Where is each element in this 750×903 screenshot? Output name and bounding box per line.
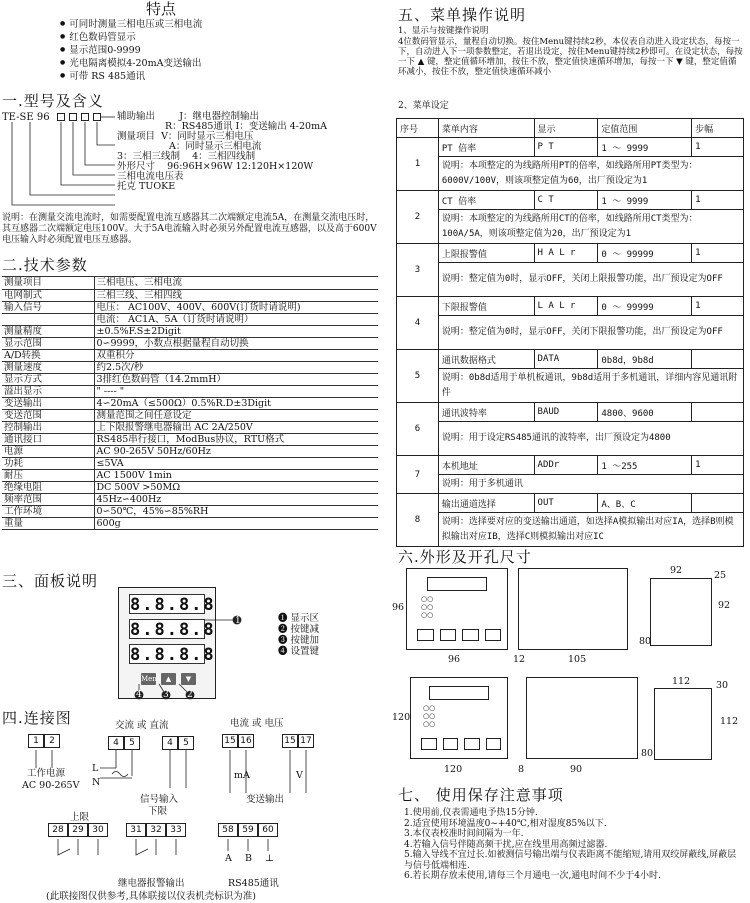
menu-row — [397, 456, 744, 475]
terminal: 59 — [238, 823, 258, 837]
wiring-title: 四.连接图 — [2, 709, 72, 727]
menu-cell-disp: L A L r — [534, 297, 598, 316]
lower-label: 下限 — [148, 806, 168, 817]
spec-row — [2, 277, 378, 289]
model-line-opts: 96:96H×96W 12:120H×120W — [167, 161, 314, 172]
model-line-label: 辅助输出 — [117, 111, 156, 122]
menu-row-no: 4 — [397, 297, 439, 350]
spec-value: 测量范围之间任意设定 — [94, 409, 378, 421]
spec-value: " ---- " — [94, 385, 378, 397]
terminal: 28 — [48, 823, 68, 837]
spec-row — [2, 325, 378, 337]
front-keys — [421, 738, 501, 750]
dim-96-h: 96 — [392, 602, 405, 613]
menu-cell-step: 1 — [692, 191, 744, 210]
feature-item: ● 可同时测量三相电压或三相电流 — [60, 18, 202, 31]
menu-note-row — [397, 513, 744, 547]
feature-item: ● 光电隔离模拟4-20mA变送输出 — [60, 57, 202, 70]
menu-row — [397, 191, 744, 210]
spec-key — [2, 313, 94, 325]
menu-cell-note: 说明：整定值为0时，显示OFF，关闭上限报警功能，出厂预设定为OFF — [438, 263, 743, 297]
rs-pin-a: A — [225, 853, 232, 864]
front-display-window — [427, 577, 487, 591]
menu-s1-text: 4位数码管显示，量程自动切换。按住Menu键持续2秒，本仪表自动进入设定状态，每按一下，自动进入下一项参数整定，若退出设定，按住Menu键持续2秒即可。在设定状态，每按一下 ▲ 键，整定值循环增加，按住不放，整定值快速循环增加，每按一下 ▼ 键，整定值循环减小，按住不放，整定值快速循环减小 — [398, 37, 743, 77]
menu-cell-range: 1 ～ 9999 — [598, 138, 692, 157]
specs-table — [2, 277, 378, 530]
menu-cell-step: 1 — [692, 297, 744, 316]
display-row-3: 8.8.8.8 — [130, 645, 216, 665]
cutout-96 — [650, 578, 712, 646]
legend-set: 设置键 — [290, 646, 320, 657]
menu-s1: 1、显示与按键操作说明 — [398, 26, 489, 36]
col-header: 定值范围 — [598, 119, 692, 138]
spec-row — [2, 409, 378, 421]
rs-pin-gnd: ⊥ — [265, 853, 274, 864]
menu-s2: 2、菜单设定 — [398, 101, 449, 111]
menu-title: 五、菜单操作说明 — [398, 6, 527, 24]
callout-2: 2 — [187, 690, 193, 700]
cur-volt-label: 电流 或 电压 — [230, 718, 284, 729]
model-line-opts: V：同时显示三相电压 — [161, 131, 254, 142]
dim-80: 80 — [639, 636, 652, 647]
notice-title: 七、 使用保存注意事项 — [398, 786, 564, 804]
spec-value: 电压： AC100V、400V、600V(订货时请说明) — [94, 301, 378, 313]
transmit-label: 变送输出 — [246, 794, 285, 805]
spec-key: 耐压 — [2, 469, 94, 481]
spec-row — [2, 289, 378, 301]
front-leds: ○○ ○○ ○○ — [421, 595, 434, 619]
specs-title: 二.技术参数 — [2, 256, 88, 274]
display-row-1: 8.8.8.8 — [130, 595, 216, 615]
terminal: 60 — [258, 823, 278, 837]
spec-key: 频率范围 — [2, 493, 94, 505]
spec-value: 电流： AC1A、5A（订货时请说明） — [94, 313, 378, 325]
spec-key: 溢出显示 — [2, 385, 94, 397]
menu-cell-step: 1 — [692, 456, 744, 475]
terminal: 5 — [178, 736, 194, 750]
spec-row — [2, 397, 378, 409]
terminal: 17 — [298, 734, 314, 748]
spec-key: 测量项目 — [2, 277, 94, 289]
label-mA: mA — [234, 770, 250, 781]
terminal: 32 — [146, 823, 166, 837]
menu-cell-name: 上限报警值 — [438, 244, 534, 263]
front-keys — [417, 629, 501, 641]
spec-row — [2, 469, 378, 481]
model-line-opts: J：继电器控制输出 — [179, 111, 259, 122]
menu-note-row — [397, 475, 744, 494]
terminal: 15 — [222, 734, 238, 748]
notice-item: 1.使用前,仪表需通电予热15分钟. — [404, 808, 538, 818]
model-line-opts: R：RS485通讯 I：变送输出 4-20mA — [165, 121, 327, 132]
dim-120-w: 120 — [444, 764, 463, 775]
menu-row-no: 8 — [397, 494, 439, 547]
model-line-label: 外形尺寸 — [117, 161, 156, 172]
feature-item: ● 显示范围0-9999 — [60, 44, 202, 57]
col-header: 步幅 — [692, 119, 744, 138]
spec-row — [2, 373, 378, 385]
spec-key: 显示方式 — [2, 373, 94, 385]
rs485-terminals — [218, 823, 278, 837]
menu-row — [397, 350, 744, 369]
spec-value: 0∽9999，小数点根据量程自动切换 — [94, 337, 378, 349]
rs485-label: RS485通讯 — [228, 878, 279, 889]
dim-96-w: 96 — [448, 654, 461, 665]
menu-row-no: 5 — [397, 350, 439, 403]
menu-row — [397, 403, 744, 422]
upper-label: 上限 — [70, 812, 90, 823]
spec-row — [2, 505, 378, 517]
wiring-footnote: (此联接图仅供参考,具体联接以仪表机壳标识为准) — [46, 891, 256, 902]
spec-key: 电网制式 — [2, 289, 94, 301]
menu-cell-note: 说明：0b8d适用于单机板通讯，9b8d适用于多机通讯，详细内容见通讯附件 — [438, 369, 743, 403]
relay-lines — [40, 837, 290, 867]
terminal: 2 — [44, 734, 60, 748]
model-code: TE-SE 96 — [2, 112, 50, 123]
notice-item: 2.适宜使用环境温度0~+40℃,相对湿度85%以下. — [404, 818, 607, 829]
front-display-window — [429, 686, 489, 700]
menu-cell-note: 说明：用于多机通讯 — [438, 475, 743, 494]
menu-cell-range: 1 ～255 — [598, 456, 692, 475]
notice-item: 3.本仪表校准时间间隔为一年. — [404, 829, 524, 839]
col-header: 菜单内容 — [438, 119, 534, 138]
panel-legend: ❶ 显示区 ❷ 按键减 ❸ 按键加 ❹ 设置键 — [278, 613, 320, 657]
spec-row — [2, 517, 378, 529]
model-line-label: 测量项目 — [117, 131, 156, 142]
spec-row — [2, 421, 378, 433]
menu-cell-name: 下限报警值 — [438, 297, 534, 316]
voltage-terminals — [282, 734, 314, 748]
menu-table — [396, 118, 744, 547]
spec-key: 重量 — [2, 517, 94, 529]
feature-item: ● 红色数码管显示 — [60, 31, 202, 44]
terminal: 30 — [88, 823, 108, 837]
spec-key: 输入信号 — [2, 301, 94, 313]
model-line-opts: A：同时显示三相电流 — [169, 141, 262, 152]
display-row-2: 8.8.8.8 — [130, 620, 216, 640]
label-L: L — [92, 763, 99, 774]
spec-key: 测量速度 — [2, 361, 94, 373]
spec-key: 工作环境 — [2, 505, 94, 517]
terminal: 33 — [166, 823, 186, 837]
menu-cell-name: 本机地址 — [438, 456, 534, 475]
menu-note-row — [397, 369, 744, 403]
spec-row — [2, 301, 378, 313]
signal-label: 信号输入 — [140, 794, 179, 805]
power-spec: AC 90-265V — [22, 780, 80, 791]
down-key[interactable]: ▼ — [181, 673, 196, 685]
menu-cell-disp: BAUD — [534, 403, 598, 422]
legend-plus: 按键加 — [290, 635, 320, 646]
menu-row-no: 1 — [397, 138, 439, 191]
spec-value: DC 500V >50MΩ — [94, 481, 378, 493]
menu-cell-range: 0b8d，9b8d — [598, 350, 692, 369]
dim-112-v: 112 — [720, 716, 739, 727]
col-header: 显示 — [534, 119, 598, 138]
menu-cell-range: 0 ～ 99999 — [598, 244, 692, 263]
col-header: 序号 — [397, 119, 439, 138]
spec-key: 电源 — [2, 445, 94, 457]
menu-cell-disp: P T — [534, 138, 598, 157]
dim-80-b: 80 — [641, 748, 654, 759]
model-note: 说明：在测量交流电流时，如需要配置电流互感器其二次端额定电流5A，在测量交流电压时，其互感器二次端额定电压100V。大于5A电流输入时必须另外配置电流互感器，以及高于600V电压输入时必须配置电压互感器。 — [2, 213, 377, 245]
model-title: 一.型号及含义 — [2, 92, 104, 110]
front-leds: ○○ ○○ ○○ — [423, 704, 436, 728]
spec-value: 上下限报警继电器输出 AC 2A/250V — [94, 421, 378, 433]
menu-note-row — [397, 210, 744, 244]
side-view-120 — [526, 677, 638, 759]
menu-row — [397, 138, 744, 157]
model-line-label: 三相电流电压表 — [117, 171, 184, 182]
spec-value: AC 1500V 1min — [94, 469, 378, 481]
dim-112: 112 — [672, 676, 691, 687]
menu-note-row — [397, 422, 744, 456]
spec-key: 绝缘电阻 — [2, 481, 94, 493]
menu-cell-note: 说明：整定值为0时，显示OFF，关闭下限报警功能，出厂预设定为OFF — [438, 316, 743, 350]
spec-key: 显示范围 — [2, 337, 94, 349]
spec-value: 三相三线、三相四线 — [94, 289, 378, 301]
menu-cell-name: CT 倍率 — [438, 191, 534, 210]
label-V: V — [296, 770, 303, 781]
spec-row — [2, 385, 378, 397]
menu-note-row — [397, 157, 744, 191]
spec-value: RS485串行接口，ModBus协议，RTU格式 — [94, 433, 378, 445]
cutout-120 — [654, 688, 712, 760]
front-view-120 — [410, 677, 508, 759]
spec-row — [2, 337, 378, 349]
spec-value: 600g — [94, 517, 378, 529]
power-label: 工作电源 — [27, 768, 66, 779]
dim-30: 30 — [716, 680, 729, 691]
terminal: 29 — [68, 823, 88, 837]
up-key[interactable]: ▲ — [161, 673, 176, 685]
spec-row — [2, 445, 378, 457]
dim-12: 12 — [513, 654, 526, 665]
spec-value: 双重积分 — [94, 349, 378, 361]
side-view-96 — [518, 568, 628, 650]
notice-item: 5.输入导线不宜过长.如被测信号输出端与仪表距离不能缩短,请用双绞屏蔽线,屏蔽层与信号低端相连. — [404, 850, 737, 871]
spec-value: ≤5VA — [94, 457, 378, 469]
spec-value: 45Hz∽400Hz — [94, 493, 378, 505]
spec-value: 约2.5次/秒 — [94, 361, 378, 373]
spec-row — [2, 493, 378, 505]
notice-item: 4.若输入信号伴随高频干扰,应在线里用高频过滤器. — [404, 839, 608, 850]
menu-row-no: 2 — [397, 191, 439, 244]
spec-value: 3排红色数码管（14.2mmH） — [94, 373, 378, 385]
spec-key: 控制输出 — [2, 421, 94, 433]
menu-note-row — [397, 316, 744, 350]
menu-cell-step — [692, 494, 744, 513]
menu-cell-name: 通讯波特率 — [438, 403, 534, 422]
model-lines — [117, 112, 377, 192]
legend-display: 显示区 — [290, 613, 320, 624]
callout-1: 1 — [235, 616, 241, 626]
notice-list — [404, 808, 744, 882]
menu-cell-name: 通讯数据格式 — [438, 350, 534, 369]
terminal: 31 — [126, 823, 146, 837]
spec-row — [2, 481, 378, 493]
legend-minus: 按键减 — [290, 624, 320, 635]
menu-cell-note: 说明：选择要对应的变送输出通道，如选择A模拟输出对应IA，选择B则模拟输出对应IB，选择C则模拟输出对应IC — [438, 513, 743, 547]
menu-cell-step — [692, 403, 744, 422]
menu-cell-disp: C T — [534, 191, 598, 210]
dim-92: 92 — [670, 565, 683, 576]
dim-90: 90 — [570, 764, 583, 775]
menu-cell-name: 输出通道选择 — [438, 494, 534, 513]
label-N: N — [92, 777, 101, 788]
spec-key: 测量精度 — [2, 325, 94, 337]
callout-3: 3 — [163, 690, 169, 700]
menu-cell-note: 说明：本项整定的为线路所用CT的倍率，如线路所用CT类型为：100A/5A，则该项整定值为20，出厂预设定为1 — [438, 210, 743, 244]
menu-cell-range: 4800、9600 — [598, 403, 692, 422]
panel-callouts — [110, 600, 250, 710]
menu-row-no: 3 — [397, 244, 439, 297]
lower-terminals — [126, 823, 186, 837]
features-title: 特点 — [146, 0, 177, 18]
spec-key: 通讯接口 — [2, 433, 94, 445]
spec-key: 变送范围 — [2, 409, 94, 421]
current-terminals — [222, 734, 254, 748]
terminal: 1 — [28, 734, 44, 748]
spec-row — [2, 433, 378, 445]
spec-key: A/D转换 — [2, 349, 94, 361]
menu-cell-step: 1 — [692, 244, 744, 263]
upper-terminals — [48, 823, 108, 837]
feature-item: ● 可带 RS 485通讯 — [60, 70, 202, 83]
terminal: 58 — [218, 823, 238, 837]
model-line-opts: 4：三相四线制 — [192, 151, 256, 162]
spec-value: 0∽50℃，45%∽85%RH — [94, 505, 378, 517]
spec-key: 功耗 — [2, 457, 94, 469]
menu-cell-range: A、B、C — [598, 494, 692, 513]
specs-table-wrap — [2, 276, 378, 530]
spec-row — [2, 457, 378, 469]
model-line-label: 托克 TUOKE — [117, 181, 176, 192]
menu-row — [397, 244, 744, 263]
dim-92-v: 92 — [718, 600, 731, 611]
outline-title: 六.外形及开孔尺寸 — [398, 548, 532, 566]
dim-25: 25 — [714, 570, 727, 581]
menu-row-no: 6 — [397, 403, 439, 456]
model-line-label: 3：三相三线制 — [117, 151, 181, 162]
terminal: 4 — [162, 736, 178, 750]
menu-cell-range: 1 ～ 9999 — [598, 191, 692, 210]
panel-title: 三、面板说明 — [2, 572, 99, 590]
model-leader-lines — [0, 110, 130, 210]
menu-key[interactable]: Menu — [141, 675, 162, 683]
menu-cell-name: PT 倍率 — [438, 138, 534, 157]
menu-row — [397, 494, 744, 513]
menu-cell-step — [692, 350, 744, 369]
menu-row — [397, 297, 744, 316]
rs-pin-b: B — [245, 853, 252, 864]
spec-value: 三相电压、三相电流 — [94, 277, 378, 289]
spec-key: 变送输出 — [2, 397, 94, 409]
notice-item: 6.若长期存放未使用,请每三个月通电一次,通电时间不少于4小时. — [404, 871, 661, 881]
menu-cell-note: 说明：本项整定的为线路所用PT的倍率，如线路所用PT类型为：6000V/100V，则该项整定值为60，出厂预设定为1 — [438, 157, 743, 191]
menu-cell-disp: ADDr — [534, 456, 598, 475]
power-terminals — [28, 734, 60, 748]
spec-row — [2, 349, 378, 361]
spec-value: AC 90-265V 50Hz/60Hz — [94, 445, 378, 457]
spec-row — [2, 361, 378, 373]
spec-value: 4∽20mA（≤500Ω）0.5%R.D±3Digit — [94, 397, 378, 409]
terminal: 15 — [282, 734, 298, 748]
menu-cell-step: 1 — [692, 138, 744, 157]
spec-value: ±0.5%F.S±2Digit — [94, 325, 378, 337]
spec-row — [2, 313, 378, 325]
dim-120-h: 120 — [392, 712, 411, 723]
menu-row-no: 7 — [397, 456, 439, 494]
menu-cell-note: 说明：用于设定RS485通讯的波特率，出厂预设定为4800 — [438, 422, 743, 456]
features-list — [60, 18, 202, 83]
terminal: 5 — [124, 736, 140, 750]
ac-dc-label: 交流 或 直流 — [115, 720, 169, 731]
terminal: 16 — [238, 734, 254, 748]
callout-4: 4 — [136, 690, 142, 700]
alarm-label: 继电器报警输出 — [118, 878, 185, 889]
menu-cell-disp: DATA — [534, 350, 598, 369]
menu-cell-disp: H A L r — [534, 244, 598, 263]
front-view-96 — [406, 568, 508, 650]
dim-105: 105 — [568, 654, 587, 665]
menu-table-wrap — [396, 118, 744, 547]
menu-cell-disp: OUT — [534, 494, 598, 513]
dim-8: 8 — [518, 764, 525, 775]
menu-note-row — [397, 263, 744, 297]
terminal: 4 — [108, 736, 124, 750]
menu-cell-range: 0 ～ 99999 — [598, 297, 692, 316]
